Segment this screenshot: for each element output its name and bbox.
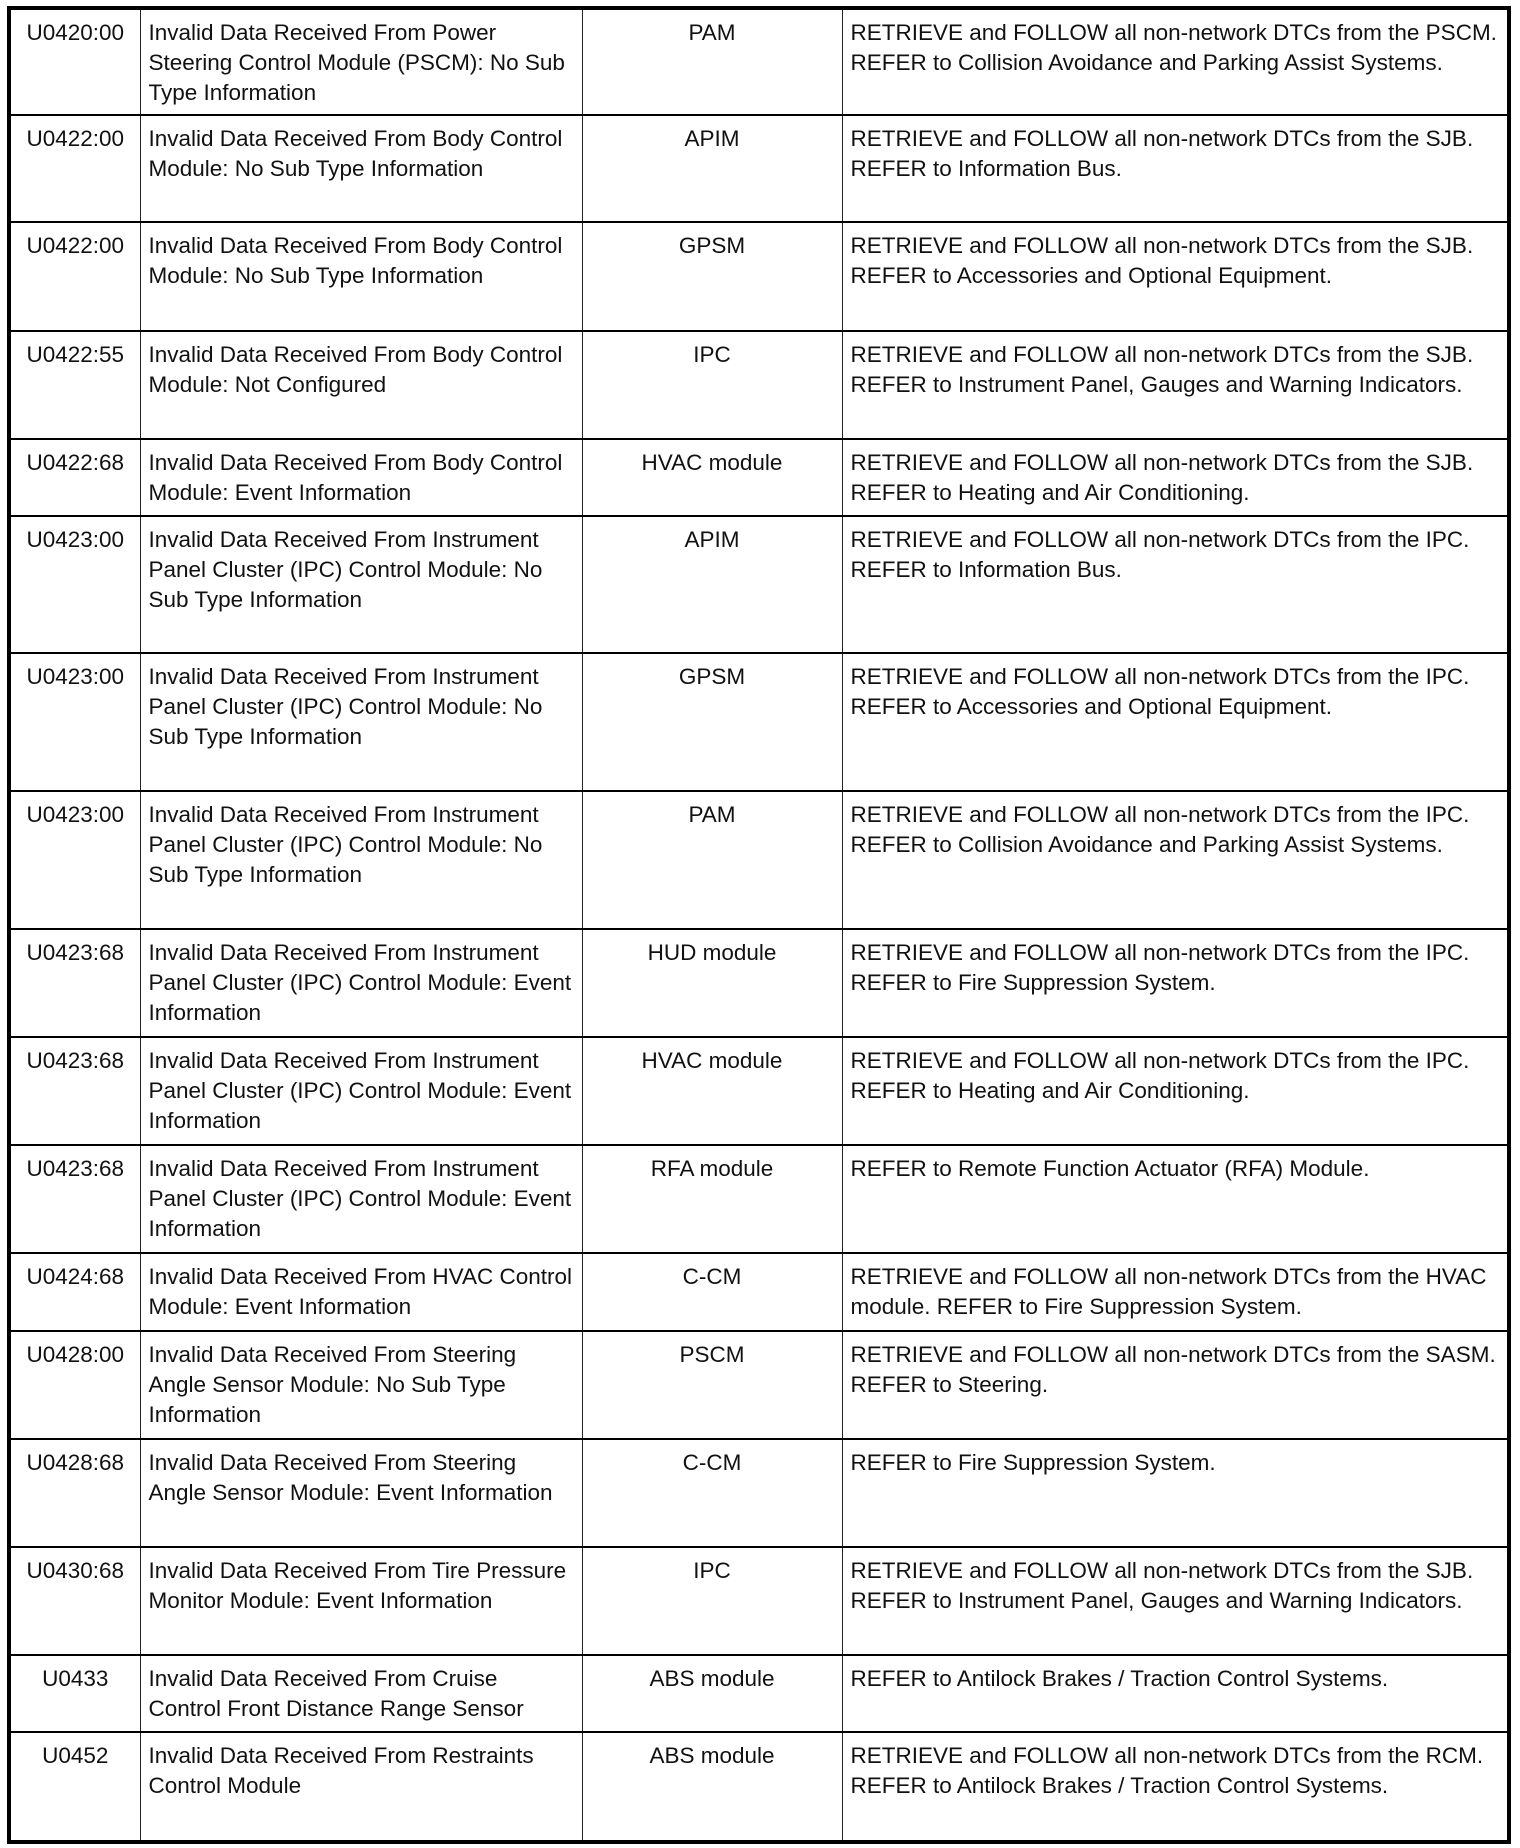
module-cell: APIM [582, 516, 842, 653]
dtc-code-cell: U0428:68 [9, 1439, 140, 1547]
module-cell: HUD module [582, 929, 842, 1037]
action-cell: RETRIEVE and FOLLOW all non-network DTCs from the SASM. REFER to Steering. [842, 1331, 1509, 1439]
table-row [9, 222, 1509, 331]
module-cell: GPSM [582, 653, 842, 791]
action-cell: RETRIEVE and FOLLOW all non-network DTCs from the IPC. REFER to Fire Suppression System. [842, 929, 1509, 1037]
action-cell: RETRIEVE and FOLLOW all non-network DTCs from the IPC. REFER to Accessories and Optional Equipment. [842, 653, 1509, 791]
module-cell: GPSM [582, 222, 842, 331]
module-cell: PSCM [582, 1331, 842, 1439]
module-cell: C-CM [582, 1439, 842, 1547]
description-cell: Invalid Data Received From Cruise Control Front Distance Range Sensor [140, 1655, 582, 1732]
action-cell: RETRIEVE and FOLLOW all non-network DTCs from the SJB. REFER to Accessories and Optional Equipment. [842, 222, 1509, 331]
dtc-code-cell: U0422:55 [9, 331, 140, 439]
table-row [9, 1547, 1509, 1655]
dtc-code-cell: U0423:00 [9, 653, 140, 791]
description-cell: Invalid Data Received From Steering Angle Sensor Module: No Sub Type Information [140, 1331, 582, 1439]
description-cell: Invalid Data Received From Tire Pressure Monitor Module: Event Information [140, 1547, 582, 1655]
dtc-table [7, 6, 1511, 1844]
description-cell: Invalid Data Received From Instrument Panel Cluster (IPC) Control Module: No Sub Type Information [140, 791, 582, 929]
table-row [9, 516, 1509, 653]
table-row [9, 439, 1509, 516]
action-cell: REFER to Antilock Brakes / Traction Control Systems. [842, 1655, 1509, 1732]
dtc-code-cell: U0422:68 [9, 439, 140, 516]
module-cell: IPC [582, 1547, 842, 1655]
description-cell: Invalid Data Received From Body Control Module: Event Information [140, 439, 582, 516]
table-row [9, 1145, 1509, 1253]
table-row [9, 1732, 1509, 1842]
description-cell: Invalid Data Received From Body Control Module: No Sub Type Information [140, 222, 582, 331]
description-cell: Invalid Data Received From Instrument Panel Cluster (IPC) Control Module: Event Information [140, 929, 582, 1037]
dtc-code-cell: U0423:00 [9, 516, 140, 653]
action-cell: RETRIEVE and FOLLOW all non-network DTCs from the IPC. REFER to Heating and Air Conditioning. [842, 1037, 1509, 1145]
description-cell: Invalid Data Received From Steering Angle Sensor Module: Event Information [140, 1439, 582, 1547]
description-cell: Invalid Data Received From Body Control Module: No Sub Type Information [140, 115, 582, 222]
table-row [9, 929, 1509, 1037]
module-cell: HVAC module [582, 439, 842, 516]
dtc-code-cell: U0423:68 [9, 1145, 140, 1253]
dtc-code-cell: U0420:00 [9, 8, 140, 115]
table-row [9, 1253, 1509, 1331]
table-row [9, 1037, 1509, 1145]
action-cell: RETRIEVE and FOLLOW all non-network DTCs from the IPC. REFER to Collision Avoidance and Parking Assist Systems. [842, 791, 1509, 929]
module-cell: RFA module [582, 1145, 842, 1253]
description-cell: Invalid Data Received From Instrument Panel Cluster (IPC) Control Module: No Sub Type Information [140, 516, 582, 653]
module-cell: HVAC module [582, 1037, 842, 1145]
action-cell: RETRIEVE and FOLLOW all non-network DTCs from the SJB. REFER to Instrument Panel, Gauges and Warning Indicators. [842, 331, 1509, 439]
module-cell: IPC [582, 331, 842, 439]
dtc-code-cell: U0428:00 [9, 1331, 140, 1439]
action-cell: RETRIEVE and FOLLOW all non-network DTCs from the RCM. REFER to Antilock Brakes / Traction Control Systems. [842, 1732, 1509, 1842]
dtc-code-cell: U0423:00 [9, 791, 140, 929]
module-cell: ABS module [582, 1655, 842, 1732]
table-row [9, 1439, 1509, 1547]
dtc-code-cell: U0423:68 [9, 929, 140, 1037]
table-row [9, 1655, 1509, 1732]
dtc-code-cell: U0424:68 [9, 1253, 140, 1331]
module-cell: APIM [582, 115, 842, 222]
description-cell: Invalid Data Received From Restraints Control Module [140, 1732, 582, 1842]
description-cell: Invalid Data Received From Instrument Panel Cluster (IPC) Control Module: Event Information [140, 1037, 582, 1145]
action-cell: RETRIEVE and FOLLOW all non-network DTCs from the HVAC module. REFER to Fire Suppression System. [842, 1253, 1509, 1331]
table-row [9, 653, 1509, 791]
dtc-code-cell: U0452 [9, 1732, 140, 1842]
action-cell: REFER to Fire Suppression System. [842, 1439, 1509, 1547]
dtc-code-cell: U0422:00 [9, 115, 140, 222]
description-cell: Invalid Data Received From Instrument Panel Cluster (IPC) Control Module: No Sub Type Information [140, 653, 582, 791]
dtc-code-cell: U0422:00 [9, 222, 140, 331]
module-cell: PAM [582, 8, 842, 115]
description-cell: Invalid Data Received From Instrument Panel Cluster (IPC) Control Module: Event Information [140, 1145, 582, 1253]
dtc-code-cell: U0430:68 [9, 1547, 140, 1655]
table-row [9, 8, 1509, 115]
module-cell: PAM [582, 791, 842, 929]
action-cell: RETRIEVE and FOLLOW all non-network DTCs from the IPC. REFER to Information Bus. [842, 516, 1509, 653]
table-row [9, 115, 1509, 222]
table-row [9, 791, 1509, 929]
module-cell: C-CM [582, 1253, 842, 1331]
table-row [9, 331, 1509, 439]
dtc-code-cell: U0433 [9, 1655, 140, 1732]
dtc-code-cell: U0423:68 [9, 1037, 140, 1145]
description-cell: Invalid Data Received From HVAC Control Module: Event Information [140, 1253, 582, 1331]
table-row [9, 1331, 1509, 1439]
action-cell: RETRIEVE and FOLLOW all non-network DTCs from the SJB. REFER to Heating and Air Conditioning. [842, 439, 1509, 516]
description-cell: Invalid Data Received From Power Steering Control Module (PSCM): No Sub Type Information [140, 8, 582, 115]
action-cell: RETRIEVE and FOLLOW all non-network DTCs from the SJB. REFER to Information Bus. [842, 115, 1509, 222]
action-cell: REFER to Remote Function Actuator (RFA) Module. [842, 1145, 1509, 1253]
description-cell: Invalid Data Received From Body Control Module: Not Configured [140, 331, 582, 439]
action-cell: RETRIEVE and FOLLOW all non-network DTCs from the PSCM. REFER to Collision Avoidance and Parking Assist Systems. [842, 8, 1509, 115]
action-cell: RETRIEVE and FOLLOW all non-network DTCs from the SJB. REFER to Instrument Panel, Gauges and Warning Indicators. [842, 1547, 1509, 1655]
module-cell: ABS module [582, 1732, 842, 1842]
